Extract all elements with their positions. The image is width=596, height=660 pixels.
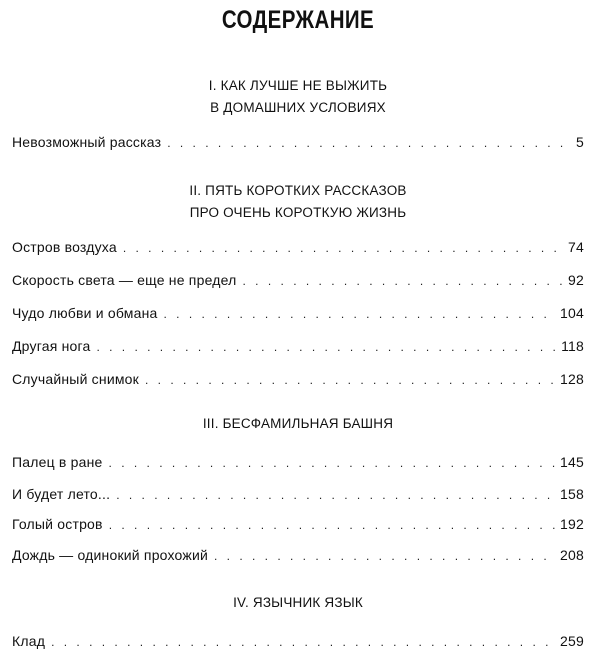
dot-leader <box>123 238 565 258</box>
toc-entry[interactable] <box>12 545 584 565</box>
toc-entry-page: 92 <box>568 272 584 288</box>
toc-entry[interactable] <box>12 237 584 257</box>
section-title-line: IV. ЯЗЫЧНИК ЯЗЫК <box>233 595 363 610</box>
toc-entry-title: Голый остров <box>12 516 103 532</box>
toc-entry-page: 74 <box>568 239 584 255</box>
toc-entry-page: 259 <box>560 633 584 649</box>
toc-entry-page: 118 <box>561 338 584 354</box>
dot-leader <box>163 304 557 324</box>
toc-entry-title: Скорость света — еще не предел <box>12 272 237 288</box>
section-title-line: II. ПЯТЬ КОРОТКИХ РАССКАЗОВ <box>189 183 407 198</box>
dot-leader <box>145 370 557 390</box>
toc-entry-title: Дождь — одинокий прохожий <box>12 547 208 563</box>
toc-entry[interactable] <box>12 336 584 356</box>
dot-leader <box>51 632 557 652</box>
toc-entry[interactable] <box>12 132 584 152</box>
toc-entry-title: Случайный снимок <box>12 371 139 387</box>
dot-leader <box>109 453 558 473</box>
section-title-line: ПРО ОЧЕНЬ КОРОТКУЮ ЖИЗНЬ <box>189 205 407 220</box>
section-title <box>0 180 596 224</box>
dot-leader <box>243 271 566 291</box>
section-title <box>0 413 596 435</box>
toc-entry[interactable] <box>12 452 584 472</box>
dot-leader <box>109 515 557 535</box>
section-title <box>0 592 596 614</box>
toc-entry[interactable] <box>12 631 584 651</box>
dot-leader <box>116 485 557 505</box>
page-title: СОДЕРЖАНИЕ <box>221 6 375 34</box>
toc-entry-page: 5 <box>576 134 584 150</box>
toc-entry-page: 104 <box>560 305 584 321</box>
toc-entry-title: Остров воздуха <box>12 239 117 255</box>
toc-entry[interactable] <box>12 484 584 504</box>
toc-entry-page: 158 <box>560 486 584 502</box>
toc-entry-page: 145 <box>560 454 584 470</box>
dot-leader <box>167 133 573 153</box>
section-title-line: I. КАК ЛУЧШЕ НЕ ВЫЖИТЬ <box>208 78 388 93</box>
toc-entry-title: Клад <box>12 633 46 649</box>
toc-entry[interactable] <box>12 514 584 534</box>
toc-entry-title: Чудо любви и обмана <box>12 305 158 321</box>
toc-entry-title: И будет лето... <box>12 486 111 502</box>
dot-leader <box>96 337 558 357</box>
toc-entry-title: Другая нога <box>12 338 91 354</box>
toc-entry[interactable] <box>12 303 584 323</box>
toc-entry-page: 128 <box>560 371 584 387</box>
toc-entry[interactable] <box>12 270 584 290</box>
section-title-line: В ДОМАШНИХ УСЛОВИЯХ <box>210 100 386 115</box>
toc-entry-title: Палец в ране <box>12 454 103 470</box>
toc-entry-page: 192 <box>560 516 584 532</box>
section-title <box>0 75 596 119</box>
toc-entry-title: Невозможный рассказ <box>12 134 162 150</box>
dot-leader <box>214 546 557 566</box>
toc-entry[interactable] <box>12 369 584 389</box>
toc-entry-page: 208 <box>560 547 584 563</box>
section-title-line: III. БЕСФАМИЛЬНАЯ БАШНЯ <box>202 416 394 431</box>
